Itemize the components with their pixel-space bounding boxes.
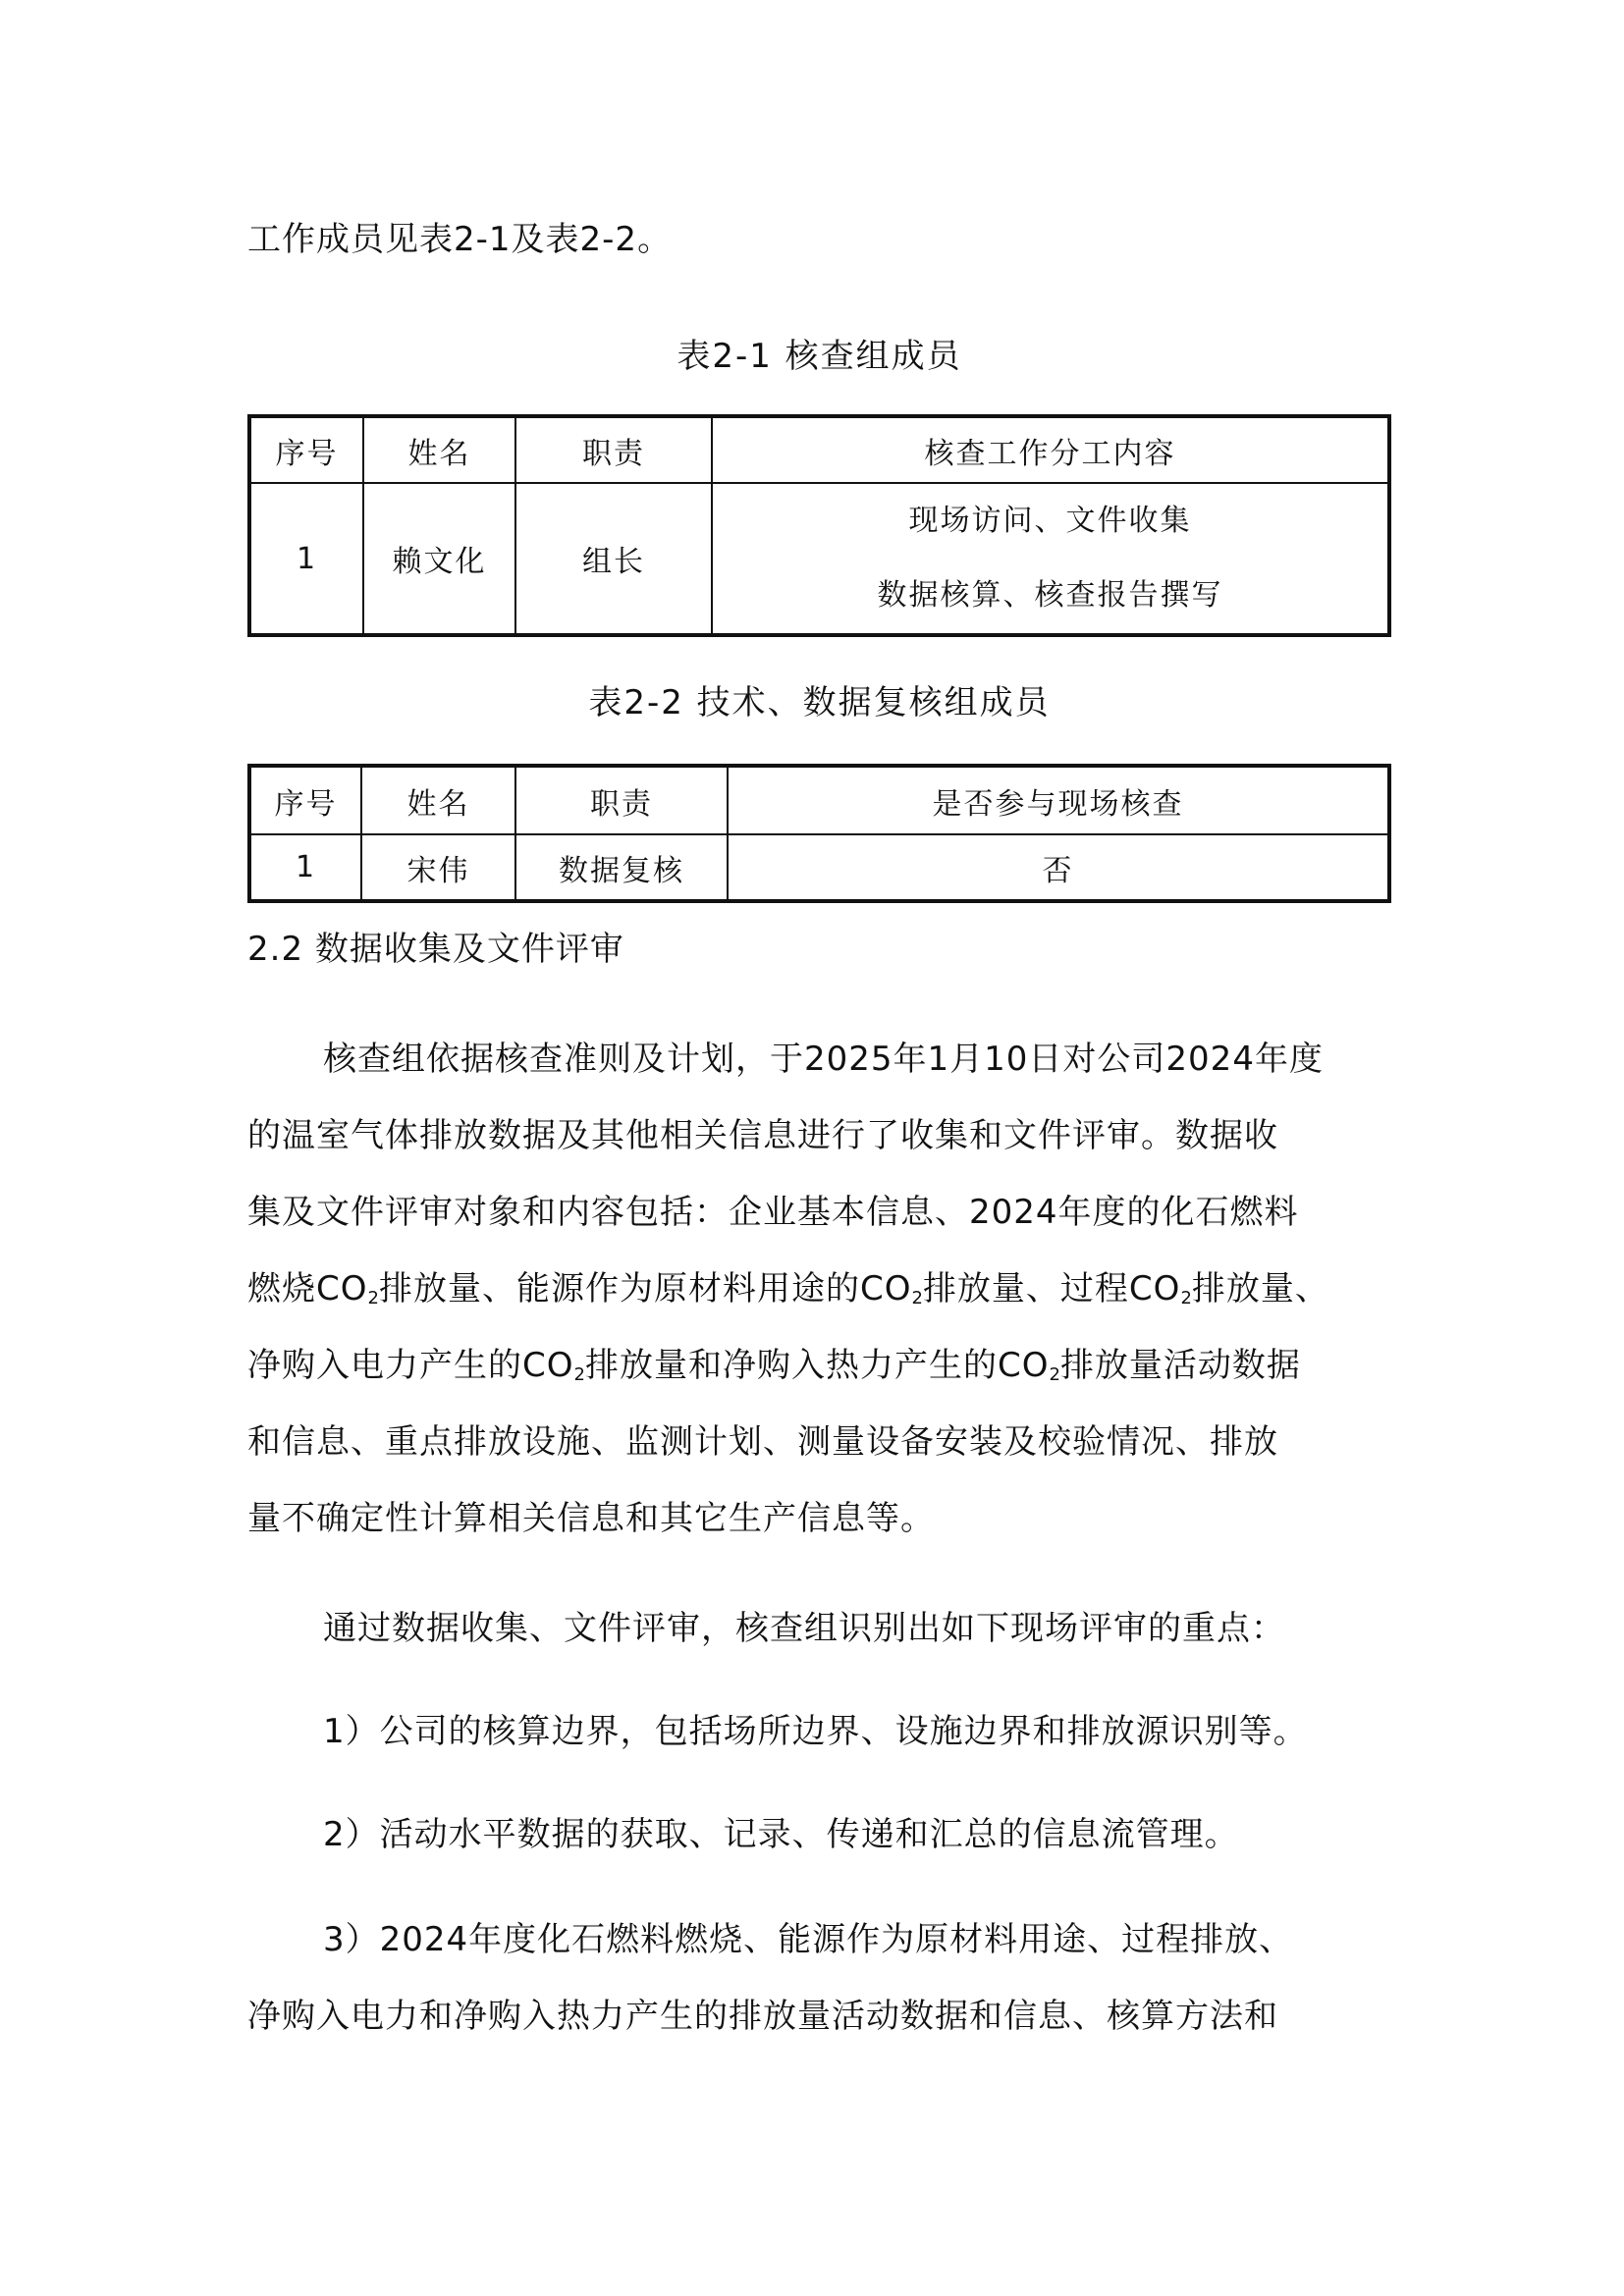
- table2-caption: 表2-2 技术、数据复核组成员: [588, 683, 1051, 722]
- list-item-continuation: 净购入电力和净购入热力产生的排放量活动数据和信息、核算方法和: [247, 1997, 1278, 2036]
- table1-duty-line-2: 数据核算、核查报告撰写: [877, 578, 1223, 613]
- table1-header-duties: 核查工作分工内容: [712, 416, 1389, 483]
- table1-duty-line-1: 现场访问、文件收集: [908, 504, 1192, 538]
- para1-line-4-d: 排放量、: [1191, 1269, 1329, 1308]
- table2-header-role: 职责: [515, 766, 728, 834]
- table2-header-name: 姓名: [361, 766, 515, 834]
- para1-line-5-a: 净购入电力产生的CO: [247, 1346, 574, 1385]
- para1-line-4-a: 燃烧CO: [247, 1269, 368, 1308]
- table2-header-onsite: 是否参与现场核查: [728, 766, 1389, 834]
- table-row: [249, 834, 1389, 901]
- table2-header-row: [249, 766, 1389, 834]
- table2-cell-onsite: 否: [728, 834, 1389, 901]
- para1-line-2: 的温室气体排放数据及其他相关信息进行了收集和文件评审。数据收: [247, 1116, 1278, 1155]
- para1-line-5-c: 排放量活动数据: [1059, 1346, 1301, 1385]
- table1-header-no: 序号: [249, 416, 363, 483]
- list-item: 3）2024年度化石燃料燃烧、能源作为原材料用途、过程排放、: [323, 1920, 1294, 1959]
- table2-header-no: 序号: [249, 766, 361, 834]
- table2-cell-role: 数据复核: [515, 834, 728, 901]
- co2-subscript: 2: [911, 1288, 923, 1308]
- section-heading: 2.2 数据收集及文件评审: [247, 930, 624, 969]
- para1-line-6: 和信息、重点排放设施、监测计划、测量设备安装及校验情况、排放: [247, 1422, 1278, 1462]
- table1: [247, 414, 1391, 637]
- list-item: 2）活动水平数据的获取、记录、传递和汇总的信息流管理。: [323, 1815, 1239, 1854]
- table2-cell-no: 1: [249, 834, 361, 901]
- para1-line-4-c: 排放量、过程CO: [922, 1269, 1181, 1308]
- co2-subscript: 2: [573, 1364, 585, 1385]
- table1-cell-duties: [712, 483, 1389, 635]
- table2: [247, 764, 1391, 903]
- para1-line-5-b: 排放量和净购入热力产生的CO: [584, 1346, 1050, 1385]
- table1-header-name: 姓名: [363, 416, 515, 483]
- para1-line-7: 量不确定性计算相关信息和其它生产信息等。: [247, 1499, 935, 1538]
- table1-header-role: 职责: [515, 416, 712, 483]
- table1-cell-name: 赖文化: [363, 483, 515, 635]
- para1-line-1: 核查组依据核查准则及计划，于2025年1月10日对公司2024年度: [323, 1040, 1324, 1079]
- table2-cell-name: 宋伟: [361, 834, 515, 901]
- para1-line-4: [247, 1251, 1391, 1337]
- table1-header-row: [249, 416, 1389, 483]
- para2: 通过数据收集、文件评审，核查组识别出如下现场评审的重点：: [323, 1609, 1285, 1648]
- co2-subscript: 2: [1180, 1288, 1192, 1308]
- para1-line-5: [247, 1327, 1391, 1414]
- list-item: 1）公司的核算边界，包括场所边界、设施边界和排放源识别等。: [323, 1712, 1308, 1751]
- table1-cell-role: 组长: [515, 483, 712, 635]
- table1-cell-no: 1: [249, 483, 363, 635]
- para1-line-3: 集及文件评审对象和内容包括：企业基本信息、2024年度的化石燃料: [247, 1193, 1299, 1232]
- table1-caption: 表2-1 核查组成员: [677, 337, 962, 376]
- intro-line: 工作成员见表2-1及表2-2。: [247, 220, 673, 259]
- para1-line-4-b: 排放量、能源作为原材料用途的CO: [378, 1269, 912, 1308]
- co2-subscript: 2: [1049, 1364, 1060, 1385]
- table-row: [249, 483, 1389, 635]
- co2-subscript: 2: [367, 1288, 379, 1308]
